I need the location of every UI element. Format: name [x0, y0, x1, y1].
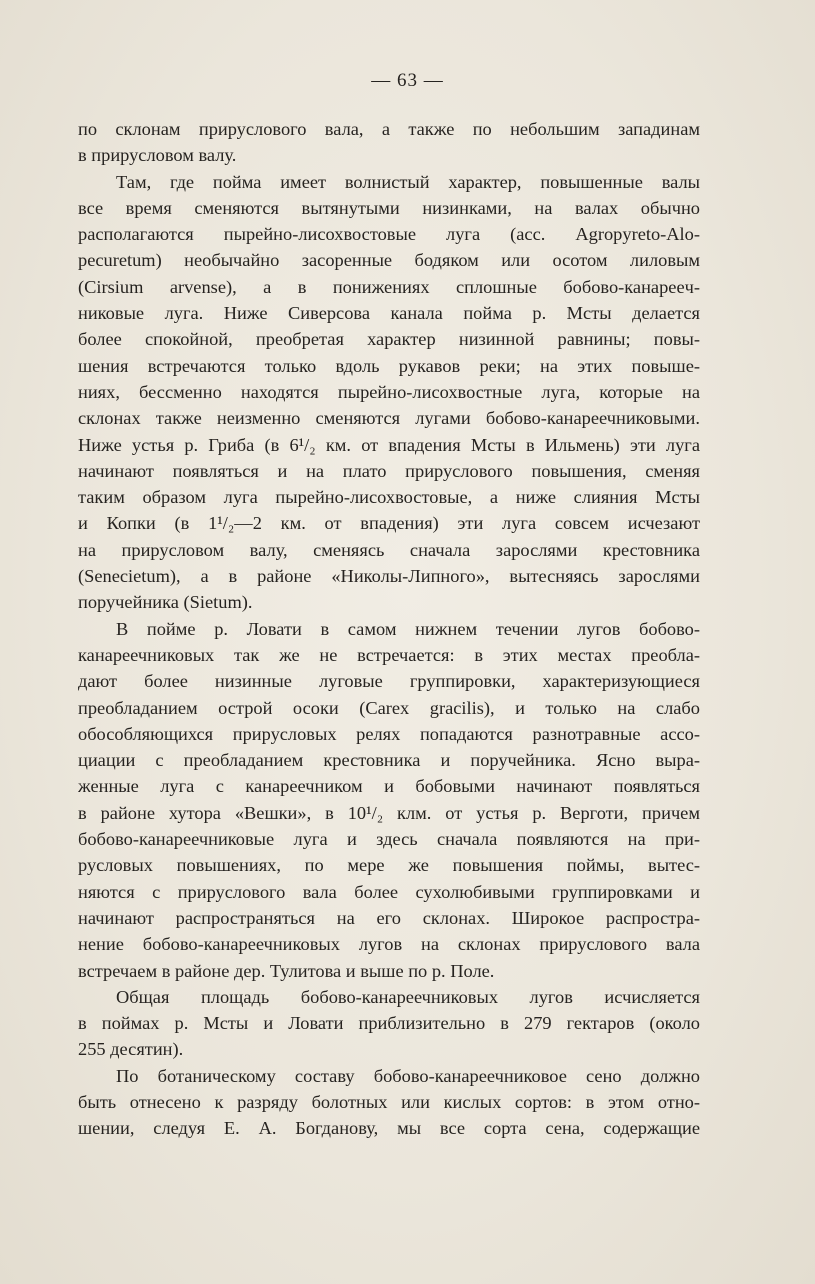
text-line: обособляющихся прирусловых релях попадаются разнотравные ассо- [78, 723, 700, 744]
text-line: Ниже устья р. Гриба (в 6¹/₂ км. от впадения Мсты в Ильмень) эти луга [78, 434, 700, 455]
text-line: никовые луга. Ниже Сиверсова канала пойма р. Мсты делается [78, 303, 700, 324]
text-line: шении, следуя Е. А. Богданову, мы все сорта сена, содержащие [78, 1118, 700, 1139]
text-line: шения встречаются только вдоль рукавов реки; на этих повыше- [78, 355, 700, 376]
text-line: все время сменяются вытянутыми низинками, на валах обычно [78, 197, 700, 218]
text-line: более спокойной, преобретая характер низинной равнины; повы- [78, 329, 700, 350]
text-line: нение бобово-канареечниковых лугов на склонах прируслового вала [78, 934, 700, 955]
text-line: русловых повышениях, по мере же повышения поймы, вытес- [78, 855, 700, 876]
text-line: Общая площадь бобово-канареечниковых лугов исчисляется [116, 986, 700, 1007]
text-line: начинают появляться и на плато прируслового повышения, сменяя [78, 460, 700, 481]
text-line: ниях, бессменно находятся пырейно-лисохвостные луга, которые на [78, 381, 700, 402]
text-line: поручейника (Sietum). [78, 592, 253, 613]
text-line: быть отнесено к разряду болотных или кислых сортов: в этом отно- [78, 1091, 700, 1112]
text-line: и Копки (в 1¹/₂—2 км. от впадения) эти луга совсем исчезают [78, 513, 700, 534]
text-line: канареечниковых так же не встречается: в этих местах преобла- [78, 644, 700, 665]
text-line: женные луга с канареечником и бобовыми начинают появляться [78, 776, 700, 797]
text-line: бобово-канареечниковые луга и здесь сначала появляются на при- [78, 829, 700, 850]
text-line: Там, где пойма имеет волнистый характер, повышенные валы [116, 171, 700, 192]
text-line: в прирусловом валу. [78, 145, 237, 166]
text-line: В пойме р. Ловати в самом нижнем течении лугов бобово- [116, 618, 700, 639]
text-line: По ботаническому составу бобово-канареечниковое сено должно [116, 1065, 700, 1086]
text-line: в районе хутора «Вешки», в 10¹/₂ клм. от устья р. Верготи, причем [78, 802, 700, 823]
text-line: начинают распространяться на его склонах. Широкое распростра- [78, 907, 700, 928]
body-text [78, 116, 700, 1142]
text-line: склонах также неизменно сменяются лугами бобово-канареечниковыми. [78, 408, 700, 429]
page-number: — 63 — [371, 70, 444, 91]
text-line: (Senecietum), а в районе «Николы-Липного», вытесняясь зарослями [78, 566, 700, 587]
text-line: встречаем в районе дер. Тулитова и выше по р. Поле. [78, 960, 495, 981]
text-line: в поймах р. Мсты и Ловати приблизительно в 279 гектаров (около [78, 1013, 700, 1034]
text-line: няются с прируслового вала более сухолюбивыми группировками и [78, 881, 700, 902]
text-line: преобладанием острой осоки (Carex gracilis), и только на слабо [78, 697, 700, 718]
text-line: циации с преобладанием крестовника и поручейника. Ясно выра- [78, 750, 700, 771]
text-line: таким образом луга пырейно-лисохвостовые, а ниже слияния Мсты [78, 487, 700, 508]
text-line: по склонам прируслового вала, а также по небольшим западинам [78, 119, 700, 139]
text-line: pecuretum) необычайно засоренные бодяком или осотом лиловым [78, 250, 700, 271]
text-line: дают более низинные луговые группировки, характеризующиеся [78, 671, 700, 692]
text-line: 255 десятин). [78, 1039, 184, 1060]
text-line: располагаются пырейно-лисохвостовые луга (асс. Agropyreto-Alo- [78, 224, 700, 245]
text-line: на прирусловом валу, сменяясь сначала зарослями крестовника [78, 539, 700, 560]
text-line: (Cirsium arvense), а в понижениях сплошные бобово-канареeч- [78, 276, 700, 297]
